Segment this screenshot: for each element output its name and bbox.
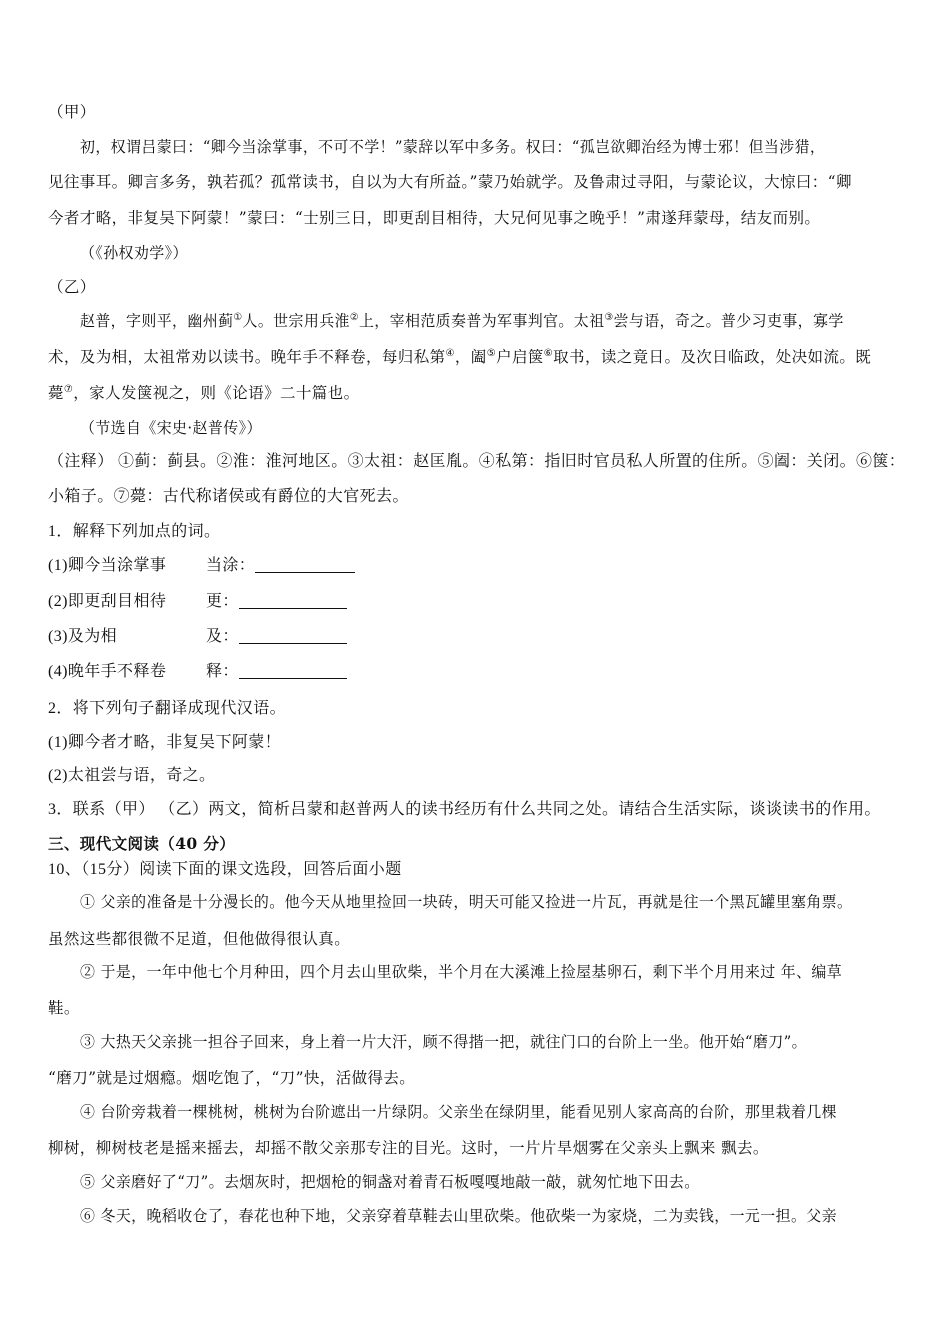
passage-jia-line-1: 初，权谓吕蒙曰：“卿今当涂掌事，不可不学！”蒙辞以军中多务。权曰：“孤岂欲卿治经为博士邪！但当涉猎， [80, 138, 826, 156]
q1-word: 释： [206, 663, 239, 680]
passage-yi-source: （节选自《宋史·赵普传》） [80, 419, 262, 437]
passage-jia-label: （甲） [48, 103, 96, 121]
section-3-heading: 三、现代文阅读（40 分） [48, 834, 236, 853]
q1-item [48, 556, 908, 576]
para-1-line-1: ① 父亲的准备是十分漫长的。他今天从地里捡回一块砖，明天可能又捡进一片瓦，再就是往一个黑瓦罐里塞角票。 [80, 893, 853, 911]
q2-sentence-2: (2)太祖尝与语，奇之。 [48, 767, 216, 784]
passage-yi-line-2 [48, 347, 908, 367]
passage-jia-source: （《孙权劝学》） [80, 244, 188, 262]
text-segment: 薨 [48, 384, 64, 402]
text-segment: 术，及为相，太祖常劝以读书。晚年手不释卷，每归私第 [48, 348, 446, 366]
footnote-marker: ⑥ [543, 347, 554, 359]
footnote-marker: ③ [604, 311, 614, 323]
answer-blank[interactable] [239, 627, 347, 644]
notes-line-1: （注释） ①蓟：蓟县。②淮：淮河地区。③太祖：赵匡胤。④私第：指旧时官员私人所置的住所。⑤阖：关闭。⑥箧： [48, 453, 906, 470]
text-segment: 尝与语，奇之。普少习吏事，寡学 [613, 312, 844, 330]
passage-yi-label: （乙） [48, 278, 96, 296]
para-2-line-2: 鞋。 [48, 999, 80, 1017]
passage-jia-line-2: 见往事耳。卿言多务，孰若孤？孤常读书，自以为大有所益。”蒙乃始就学。及鲁肃过寻阳，与蒙论议，大惊曰：“卿 [48, 173, 852, 191]
q1-phrase: (2)即更刮目相待 [48, 593, 167, 610]
q1-item [48, 662, 908, 682]
answer-blank[interactable] [255, 556, 355, 573]
text-segment: 上，宰相范质奏普为军事判官。太祖 [358, 312, 605, 330]
q1-item [48, 627, 908, 647]
footnote-marker: ① [233, 311, 243, 323]
text-segment: ，阖 [454, 348, 487, 366]
para-5-line-1: ⑤ 父亲磨好了“刀”。去烟灰时，把烟枪的铜盏对着青石板嘎嘎地敲一敲，就匆忙地下田去。 [80, 1173, 700, 1191]
para-3-line-1: ③ 大热天父亲挑一担谷子回来，身上着一片大汗，顾不得揩一把，就往门口的台阶上一坐。他开始“磨刀”。 [80, 1033, 808, 1051]
q1-phrase: (1)卿今当涂掌事 [48, 557, 167, 574]
para-6-line-1: ⑥ 冬天，晚稻收仓了，春花也种下地，父亲穿着草鞋去山里砍柴。他砍柴一为家烧，二为卖钱，一元一担。父亲 [80, 1207, 837, 1225]
text-segment: ，家人发箧视之，则《论语》二十篇也。 [73, 384, 360, 402]
para-2-line-1: ② 于是，一年中他七个月种田，四个月去山里砍柴，半个月在大溪滩上捡屋基卵石，剩下半个月用来过 年、编草 [80, 963, 843, 981]
q2-title: 2．将下列句子翻译成现代汉语。 [48, 700, 287, 717]
text-segment: 人。世宗用兵淮 [242, 312, 350, 330]
q1-item [48, 592, 908, 612]
q2-sentence-1: (1)卿今者才略，非复吴下阿蒙！ [48, 734, 282, 751]
answer-blank[interactable] [239, 662, 347, 679]
passage-yi-line-1 [80, 311, 910, 331]
text-segment: 赵普，字则平，幽州蓟 [80, 312, 234, 330]
q10-title: 10、（15分）阅读下面的课文选段，回答后面小题 [48, 861, 402, 878]
q1-word: 及： [206, 628, 239, 645]
para-3-line-2: “磨刀”就是过烟瘾。烟吃饱了，“刀”快，活做得去。 [48, 1069, 416, 1087]
para-1-line-2: 虽然这些都很微不足道，但他做得很认真。 [48, 930, 351, 948]
q1-title: 1．解释下列加点的词。 [48, 523, 221, 540]
passage-jia-line-3: 今者才略，非复吴下阿蒙！”蒙曰：“士别三日，即更刮目相待，大兄何见事之晚乎！”肃遂拜蒙母，结友而别。 [48, 209, 821, 227]
q1-word: 更： [206, 593, 239, 610]
footnote-marker: ④ [445, 347, 455, 359]
footnote-marker: ⑤ [486, 347, 497, 359]
text-segment: 户启箧 [496, 348, 544, 366]
q1-phrase: (4)晚年手不释卷 [48, 663, 167, 680]
q1-word: 当涂： [206, 557, 256, 574]
footnote-marker: ② [349, 311, 359, 323]
para-4-line-1: ④ 台阶旁栽着一棵桃树，桃树为台阶遮出一片绿阴。父亲坐在绿阴里，能看见别人家高高的台阶，那里栽着几棵 [80, 1103, 837, 1121]
q3-text: 3．联系（甲） （乙）两文，简析吕蒙和赵普两人的读书经历有什么共同之处。请结合生活实际，谈谈读书的作用。 [48, 801, 881, 818]
text-segment: 取书，读之竟日。及次日临政，处决如流。既 [553, 348, 872, 366]
para-4-line-2: 柳树，柳树枝老是摇来摇去，却摇不散父亲那专注的目光。这时，一片片旱烟雾在父亲头上飘来 飘去。 [48, 1139, 769, 1157]
answer-blank[interactable] [239, 592, 347, 609]
passage-yi-line-3 [48, 383, 908, 403]
footnote-marker: ⑦ [63, 383, 74, 395]
notes-line-2: 小箱子。⑦薨：古代称诸侯或有爵位的大官死去。 [48, 488, 409, 505]
q1-phrase: (3)及为相 [48, 628, 118, 645]
